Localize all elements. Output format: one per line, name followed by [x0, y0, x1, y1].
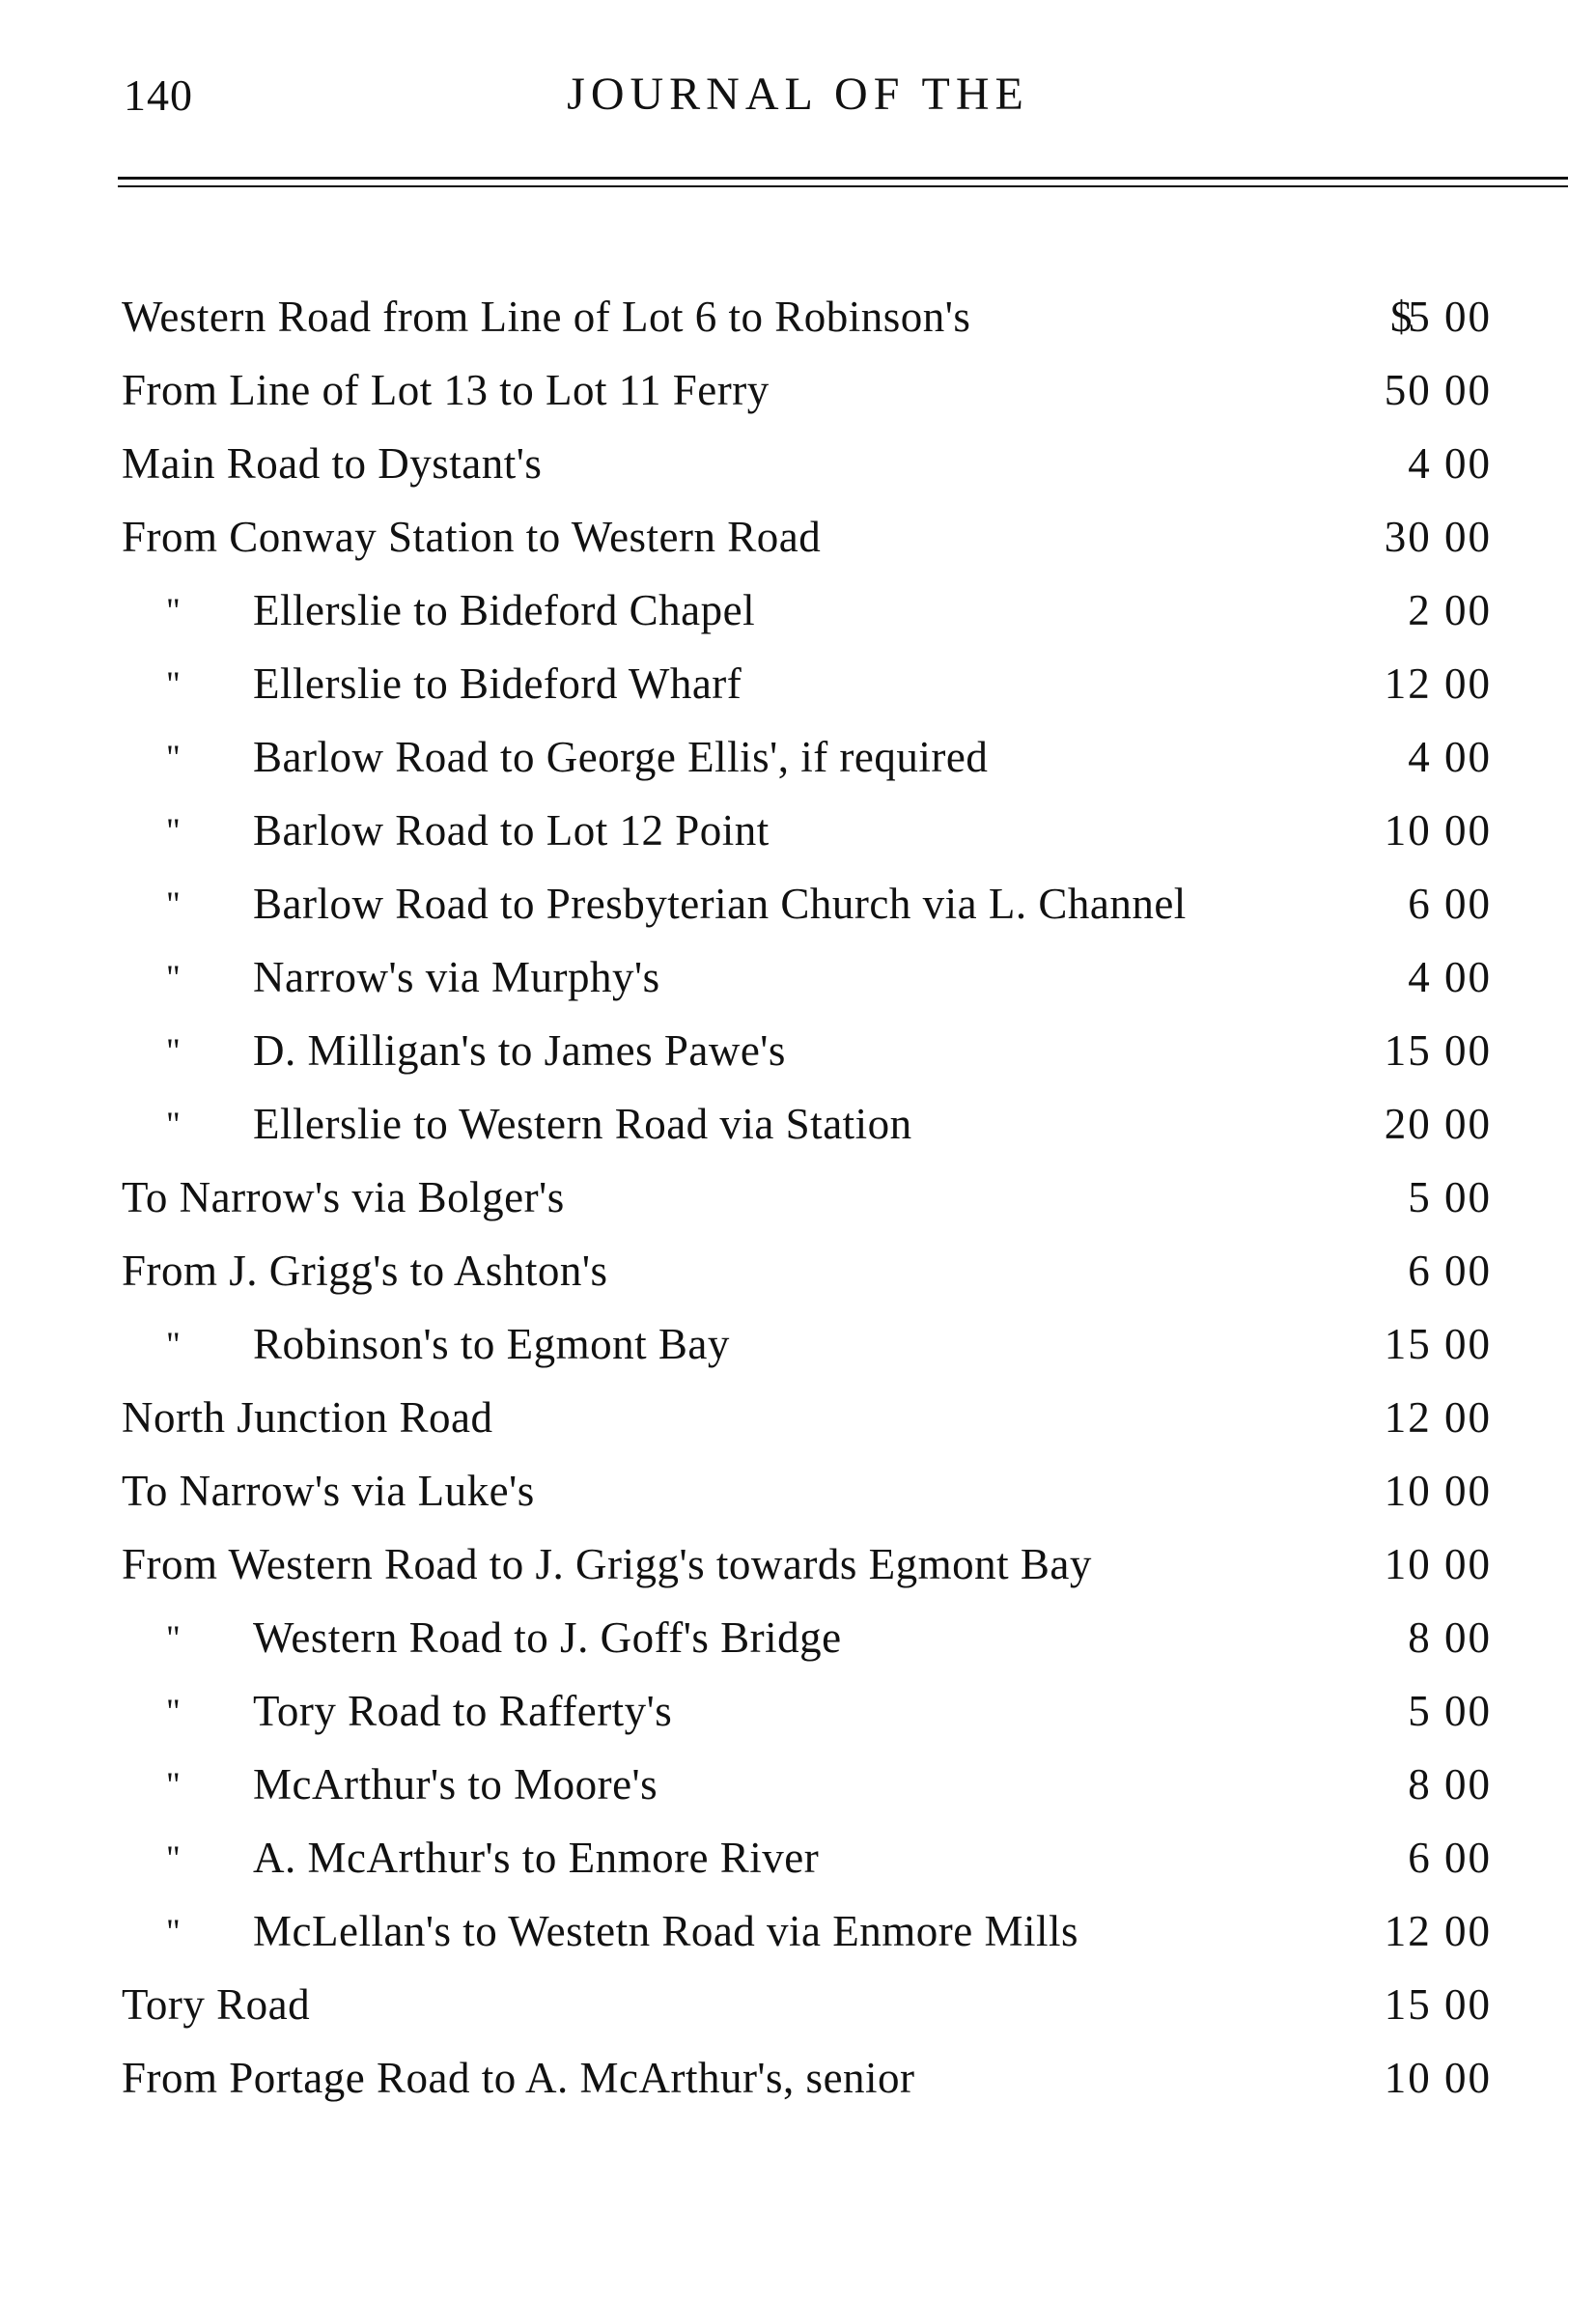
- ditto-mark: ": [166, 1031, 180, 1070]
- header-rule-bottom: [118, 185, 1568, 187]
- ditto-mark: ": [166, 1912, 180, 1950]
- ditto-mark: ": [166, 1105, 180, 1143]
- entry-amount: 15 00: [1384, 1026, 1492, 1075]
- page-number: 140: [124, 70, 193, 120]
- entry-amount: 10 00: [1384, 1540, 1492, 1588]
- entry-amount: 12 00: [1384, 1393, 1492, 1442]
- list-item: [0, 1748, 1596, 1821]
- list-item: [0, 500, 1596, 574]
- entry-label: Main Road to Dystant's: [122, 439, 543, 488]
- entry-amount: 30 00: [1384, 513, 1492, 561]
- entry-amount: 10 00: [1384, 1467, 1492, 1515]
- list-item: [0, 280, 1596, 353]
- ditto-mark: ": [166, 1325, 180, 1363]
- entry-amount: 15 00: [1384, 1320, 1492, 1368]
- list-item: [0, 1234, 1596, 1307]
- entry-label: Ellerslie to Bideford Chapel: [253, 586, 756, 634]
- entry-amount: 15 00: [1384, 1980, 1492, 2029]
- list-item: [0, 720, 1596, 794]
- entry-amount: 5 00: [1408, 1173, 1492, 1221]
- list-item: [0, 794, 1596, 867]
- entry-label: From Western Road to J. Grigg's towards Egmont Bay: [122, 1540, 1092, 1588]
- entry-label: McArthur's to Moore's: [253, 1760, 658, 1808]
- list-item: [0, 353, 1596, 427]
- list-item: [0, 1161, 1596, 1234]
- entry-amount: 4 00: [1408, 733, 1492, 781]
- list-item: [0, 2041, 1596, 2115]
- entry-amount: 8 00: [1408, 1760, 1492, 1808]
- list-item: [0, 1968, 1596, 2041]
- entry-amount: 4 00: [1408, 953, 1492, 1001]
- entry-amount: 6 00: [1408, 1834, 1492, 1882]
- entry-label: From Portage Road to A. McArthur's, senior: [122, 2054, 915, 2102]
- entry-label: A. McArthur's to Enmore River: [253, 1834, 820, 1882]
- entry-label: Tory Road: [122, 1980, 311, 2029]
- entry-label: Barlow Road to Presbyterian Church via L. Channel: [253, 880, 1187, 928]
- entry-amount: 20 00: [1384, 1100, 1492, 1148]
- entry-label: Barlow Road to George Ellis', if required: [253, 733, 989, 781]
- entry-amount: 4 00: [1408, 439, 1492, 488]
- ditto-mark: ": [166, 664, 180, 703]
- list-item: [0, 1894, 1596, 1968]
- entry-amount: 8 00: [1408, 1613, 1492, 1662]
- list-item: [0, 647, 1596, 720]
- list-item: [0, 1087, 1596, 1161]
- entry-label: From Line of Lot 13 to Lot 11 Ferry: [122, 366, 770, 414]
- list-item: [0, 574, 1596, 647]
- entry-label: North Junction Road: [122, 1393, 493, 1442]
- entry-label: D. Milligan's to James Pawe's: [253, 1026, 786, 1075]
- entry-label: From J. Grigg's to Ashton's: [122, 1247, 608, 1295]
- currency-sign: $: [1390, 293, 1413, 341]
- list-item: [0, 1454, 1596, 1528]
- list-item: [0, 1381, 1596, 1454]
- list-item: [0, 1601, 1596, 1674]
- list-item: [0, 1528, 1596, 1601]
- list-item: [0, 1821, 1596, 1894]
- entry-amount: 5 00: [1408, 1687, 1492, 1735]
- entry-label: Western Road to J. Goff's Bridge: [253, 1613, 842, 1662]
- ditto-mark: ": [166, 591, 180, 630]
- entry-label: Western Road from Line of Lot 6 to Robinson's: [122, 293, 971, 341]
- ditto-mark: ": [166, 884, 180, 923]
- entry-label: Ellerslie to Bideford Wharf: [253, 659, 742, 708]
- page-header: [0, 0, 1596, 193]
- list-item: [0, 427, 1596, 500]
- list-item: [0, 867, 1596, 940]
- entry-label: Ellerslie to Western Road via Station: [253, 1100, 912, 1148]
- ditto-mark: ": [166, 1618, 180, 1657]
- entry-amount: 5 00: [1408, 293, 1492, 341]
- entry-amount: 12 00: [1384, 1907, 1492, 1955]
- entry-amount: 6 00: [1408, 1247, 1492, 1295]
- entry-amount: 50 00: [1384, 366, 1492, 414]
- running-head: JOURNAL OF THE: [567, 69, 1029, 120]
- appropriation-list: [0, 280, 1596, 2115]
- ditto-mark: ": [166, 1692, 180, 1730]
- header-rule-top: [118, 177, 1568, 180]
- entry-label: Barlow Road to Lot 12 Point: [253, 806, 770, 855]
- entry-label: McLellan's to Westetn Road via Enmore Mills: [253, 1907, 1079, 1955]
- entry-amount: 12 00: [1384, 659, 1492, 708]
- ditto-mark: ": [166, 811, 180, 850]
- entry-label: From Conway Station to Western Road: [122, 513, 822, 561]
- ditto-mark: ": [166, 1838, 180, 1877]
- entry-label: To Narrow's via Bolger's: [122, 1173, 565, 1221]
- ditto-mark: ": [166, 958, 180, 996]
- ditto-mark: ": [166, 738, 180, 776]
- list-item: [0, 940, 1596, 1014]
- entry-amount: 2 00: [1408, 586, 1492, 634]
- ditto-mark: ": [166, 1765, 180, 1804]
- entry-label: To Narrow's via Luke's: [122, 1467, 535, 1515]
- entry-label: Robinson's to Egmont Bay: [253, 1320, 730, 1368]
- list-item: [0, 1307, 1596, 1381]
- list-item: [0, 1674, 1596, 1748]
- entry-amount: 10 00: [1384, 2054, 1492, 2102]
- entry-label: Tory Road to Rafferty's: [253, 1687, 673, 1735]
- entry-label: Narrow's via Murphy's: [253, 953, 660, 1001]
- list-item: [0, 1014, 1596, 1087]
- entry-amount: 10 00: [1384, 806, 1492, 855]
- entry-amount: 6 00: [1408, 880, 1492, 928]
